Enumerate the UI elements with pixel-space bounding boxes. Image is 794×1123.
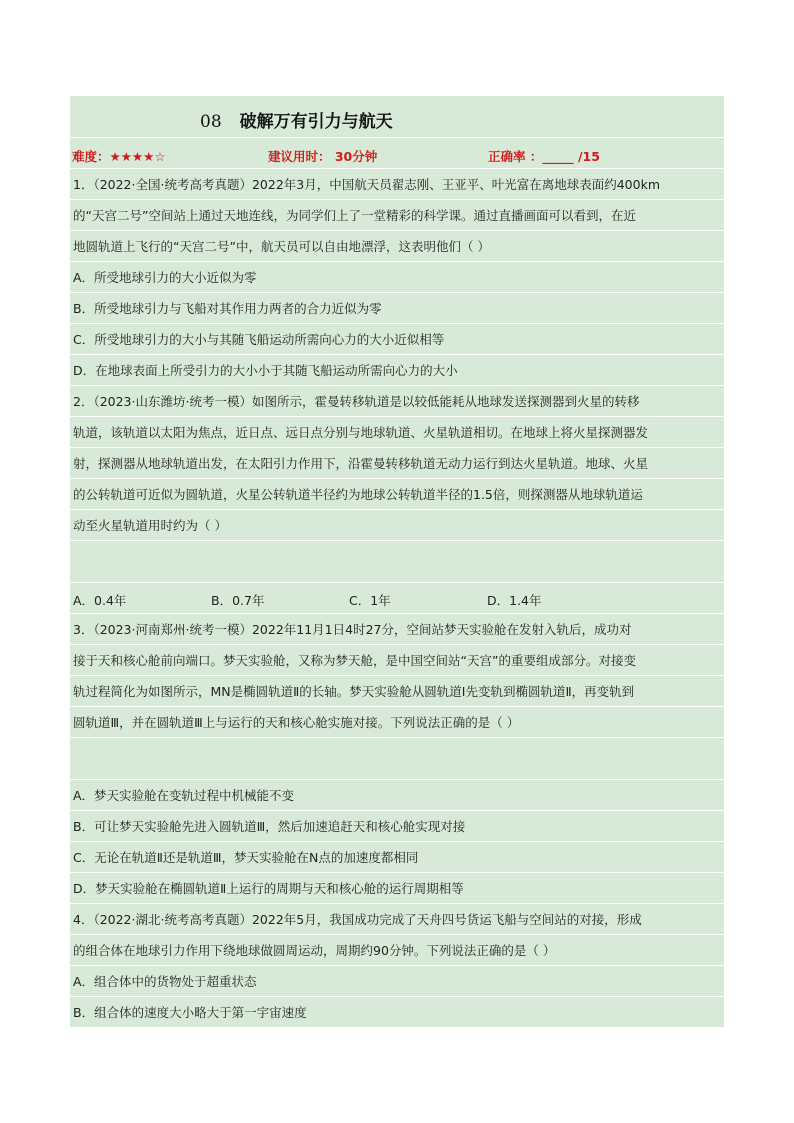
q2-line2-row xyxy=(70,417,724,448)
q2-option-d[interactable]: D．1.4年 xyxy=(487,593,542,608)
q1-line1: 1．（2022·全国·统考高考真题）2022年3月，中国航天员翟志刚、王亚平、叶光富在离地球表面约400km xyxy=(73,177,661,192)
worksheet xyxy=(70,96,724,1027)
q4-option-b[interactable]: B．组合体的速度大小略大于第一宇宙速度 xyxy=(73,1005,307,1020)
q3-line3: 轨过程简化为如图所示，MN是椭圆轨道Ⅱ的长轴。梦天实验舱从圆轨道Ⅰ先变轨到椭圆轨道Ⅱ，再变轨到 xyxy=(73,684,635,699)
q4-option-b-row xyxy=(70,997,724,1027)
q3-line2: 接于天和核心舱前向端口。梦天实验舱，又称为梦天舱，是中国空间站“天宫”的重要组成部分。对接变 xyxy=(73,653,636,668)
accuracy-label: 正确率 ：_____ /15 xyxy=(488,149,600,164)
page-title xyxy=(200,107,393,132)
q2-option-a[interactable]: A．0.4年 xyxy=(73,593,127,608)
title-text: 破解万有引力与航天 xyxy=(239,112,393,132)
q1-option-c-row xyxy=(70,324,724,355)
q3-line4-row xyxy=(70,707,724,738)
q3-option-a[interactable]: A．梦天实验舱在变轨过程中机械能不变 xyxy=(73,788,295,803)
q2-options-row xyxy=(70,583,724,614)
q1-line3-row xyxy=(70,231,724,262)
q1-line2-row xyxy=(70,200,724,231)
q2-figure-space xyxy=(70,541,724,583)
q1-option-c[interactable]: C．所受地球引力的大小与其随飞船运动所需向心力的大小近似相等 xyxy=(73,332,445,347)
q3-option-a-row xyxy=(70,780,724,811)
q4-option-a-row xyxy=(70,966,724,997)
q2-line4: 的公转轨道可近似为圆轨道，火星公转轨道半径约为地球公转轨道半径的1.5倍，则探测器从地球轨道运 xyxy=(73,487,643,502)
q3-option-b[interactable]: B．可让梦天实验舱先进入圆轨道Ⅲ，然后加速追赶天和核心舱实现对接 xyxy=(73,819,466,834)
q1-line2: 的“天宫二号”空间站上通过天地连线，为同学们上了一堂精彩的科学课。通过直播画面可以看到，在近 xyxy=(73,208,636,223)
title-row xyxy=(70,96,724,138)
q3-figure-space xyxy=(70,738,724,780)
q2-line3: 射，探测器从地球轨道出发，在太阳引力作用下，沿霍曼转移轨道无动力运行到达火星轨道。地球、火星 xyxy=(73,456,649,471)
q4-line1-row xyxy=(70,904,724,935)
q2-line1-row xyxy=(70,386,724,417)
q1-line1-row xyxy=(70,169,724,200)
time-label: 建议用时： 30分钟 xyxy=(268,149,378,164)
q2-line1: 2．（2023·山东潍坊·统考一模）如图所示，霍曼转移轨道是以较低能耗从地球发送探测器到火星的转移 xyxy=(73,394,640,409)
q2-option-b[interactable]: B．0.7年 xyxy=(211,593,265,608)
q3-option-d-row xyxy=(70,873,724,904)
q3-option-c[interactable]: C．无论在轨道Ⅱ还是轨道Ⅲ，梦天实验舱在N点的加速度都相同 xyxy=(73,850,419,865)
meta-row xyxy=(70,138,724,169)
q3-line1: 3．（2023·河南郑州·统考一模）2022年11月1日4时27分，空间站梦天实验舱在发射入轨后，成功对 xyxy=(73,622,632,637)
q2-line5-row xyxy=(70,510,724,541)
q1-option-a-row xyxy=(70,262,724,293)
q2-option-c[interactable]: C．1年 xyxy=(349,593,391,608)
q3-option-c-row xyxy=(70,842,724,873)
q4-line1: 4．（2022·湖北·统考高考真题）2022年5月，我国成功完成了天舟四号货运飞船与空间站的对接，形成 xyxy=(73,912,642,927)
q1-option-d[interactable]: D．在地球表面上所受引力的大小小于其随飞船运动所需向心力的大小 xyxy=(73,363,458,378)
q3-line1-row xyxy=(70,614,724,645)
q2-line4-row xyxy=(70,479,724,510)
q1-option-b[interactable]: B．所受地球引力与飞船对其作用力两者的合力近似为零 xyxy=(73,301,382,316)
q2-line3-row xyxy=(70,448,724,479)
q3-option-d[interactable]: D．梦天实验舱在椭圆轨道Ⅱ上运行的周期与天和核心舱的运行周期相等 xyxy=(73,881,464,896)
q3-line2-row xyxy=(70,645,724,676)
q3-line4: 圆轨道Ⅲ，并在圆轨道Ⅲ上与运行的天和核心舱实施对接。下列说法正确的是（ ） xyxy=(73,715,520,730)
q4-line2-row xyxy=(70,935,724,966)
q2-line2: 轨道，该轨道以太阳为焦点，近日点、远日点分别与地球轨道、火星轨道相切。在地球上将火星探测器发 xyxy=(73,425,649,440)
q4-option-a[interactable]: A．组合体中的货物处于超重状态 xyxy=(73,974,257,989)
q1-option-d-row xyxy=(70,355,724,386)
q1-option-b-row xyxy=(70,293,724,324)
q1-line3: 地圆轨道上飞行的“天宫二号”中，航天员可以自由地漂浮，这表明他们（ ） xyxy=(73,239,490,254)
q3-option-b-row xyxy=(70,811,724,842)
title-number: 08 xyxy=(200,112,222,132)
difficulty-label: 难度：★★★★☆ xyxy=(72,149,166,164)
q2-line5: 动至火星轨道用时约为（ ） xyxy=(73,518,227,533)
q1-option-a[interactable]: A．所受地球引力的大小近似为零 xyxy=(73,270,257,285)
q4-line2: 的组合体在地球引力作用下绕地球做圆周运动，周期约90分钟。下列说法正确的是（ ） xyxy=(73,943,556,958)
q3-line3-row xyxy=(70,676,724,707)
